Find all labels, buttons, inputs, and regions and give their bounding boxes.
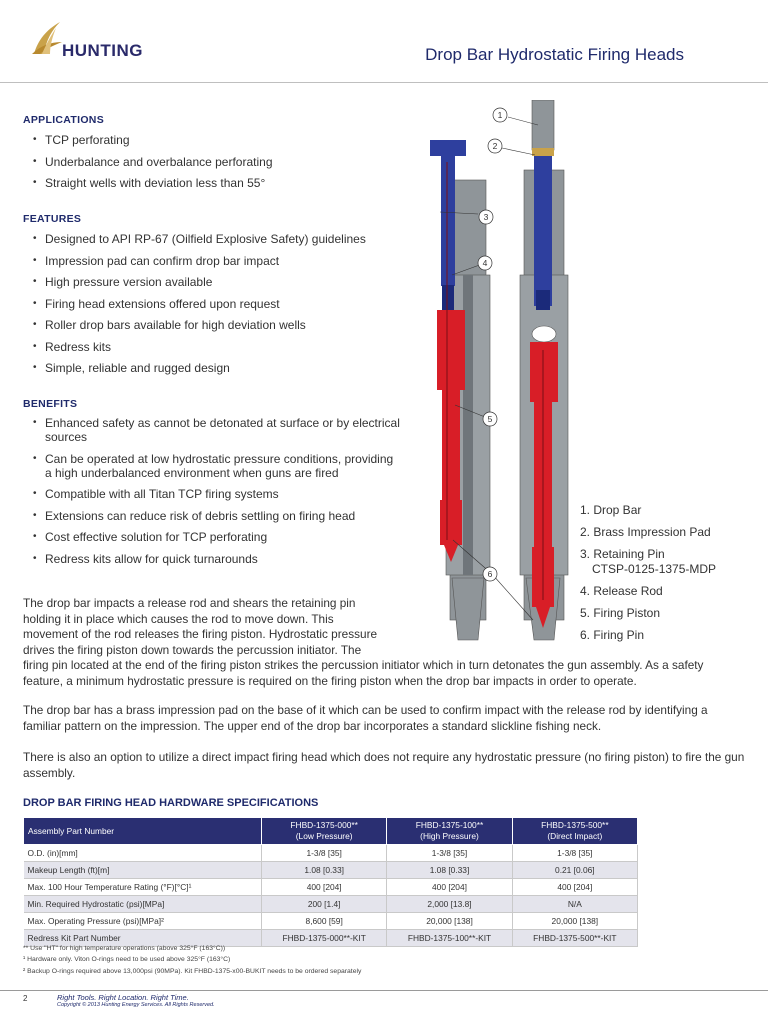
drop-bar-head <box>430 140 466 156</box>
table-cell: 1.08 [0.33] <box>262 862 387 879</box>
list-item: • Straight wells with deviation less than 55° <box>33 176 413 190</box>
table-cell: 2,000 [13.8] <box>387 896 512 913</box>
table-cell: 400 [204] <box>262 879 387 896</box>
list-item: • Redress kits allow for quick turnarounds <box>33 552 403 566</box>
spec-table-title: DROP BAR FIRING HEAD HARDWARE SPECIFICATIONS <box>23 797 319 809</box>
brass-impression-pad <box>532 148 554 156</box>
legend-item: 1. Drop Bar <box>580 503 642 517</box>
paragraph-line: holding it in place which causes the rod to move down. This <box>23 611 334 626</box>
callout-2: 2 <box>492 141 498 151</box>
table-cell: 1.08 [0.33] <box>387 862 512 879</box>
callout-3: 3 <box>483 212 489 222</box>
list-item: • High pressure version available <box>33 275 413 289</box>
table-cell: 8,600 [59] <box>262 913 387 930</box>
table-row <box>24 845 638 862</box>
legend-item: 3. Retaining Pin <box>580 547 665 561</box>
header-cell: FHBD-1375-000** (Low Pressure) <box>262 818 387 845</box>
table-row <box>24 913 638 930</box>
table-cell: FHBD-1375-100**-KIT <box>387 930 512 947</box>
table-cell: 1-3/8 [35] <box>387 845 512 862</box>
table-cell: 400 [204] <box>387 879 512 896</box>
table-cell: 20,000 [138] <box>387 913 512 930</box>
row-label: Makeup Length (ft)[m] <box>24 862 262 879</box>
footnote: ¹ Hardware only. Viton O-rings need to be used above 325°F (163°C) <box>23 956 231 964</box>
benefits-heading: BENEFITS <box>23 398 78 410</box>
callout-5: 5 <box>487 414 493 424</box>
table-row <box>24 862 638 879</box>
footnote: ² Backup O-rings required above 13,000psi (90MPa). Kit FHBD-1375-x00-BUKIT needs to be ordered separately <box>23 967 362 975</box>
row-label: Min. Required Hydrostatic (psi)[MPa] <box>24 896 262 913</box>
list-item: • Compatible with all Titan TCP firing systems <box>33 487 403 501</box>
paragraph-line: feature, a minimum hydrostatic pressure is required on the firing piston when the drop bar impacts in order to operate. <box>23 673 637 688</box>
paragraph-line: drives the firing piston down towards the percussion initiator. The <box>23 642 362 657</box>
callout-1: 1 <box>497 110 503 120</box>
header-cell: Assembly Part Number <box>24 818 262 845</box>
table-cell: 400 [204] <box>512 879 637 896</box>
row-label: Max. 100 Hour Temperature Rating (°F)[°C]¹ <box>24 879 262 896</box>
paragraph-line: The drop bar impacts a release rod and shears the retaining pin <box>23 596 356 610</box>
list-item: • Roller drop bars available for high deviation wells <box>33 318 413 332</box>
table-row <box>24 879 638 896</box>
footer-tagline: Right Tools. Right Location. Right Time. <box>57 993 189 1002</box>
legend-subitem: CTSP-0125-1375-MDP <box>592 562 717 576</box>
firing-head-cross-section <box>410 100 585 660</box>
row-label: Redress Kit Part Number <box>24 930 262 947</box>
features-list <box>33 232 413 383</box>
table-cell: 0.21 [0.06] <box>512 862 637 879</box>
legend-item: 2. Brass Impression Pad <box>580 525 711 539</box>
list-item: • Impression pad can confirm drop bar impact <box>33 254 413 268</box>
list-item: • Simple, reliable and rugged design <box>33 361 413 375</box>
spec-table <box>23 817 638 947</box>
list-item: • Enhanced safety as cannot be detonated at surface or by electrical sources <box>33 416 403 444</box>
list-item: • Firing head extensions offered upon request <box>33 297 413 311</box>
legend-item: 5. Firing Piston <box>580 606 661 620</box>
list-item: • Extensions can reduce risk of debris settling on firing head <box>33 509 403 523</box>
applications-list <box>33 133 413 198</box>
list-item: • Designed to API RP-67 (Oilfield Explosive Safety) guidelines <box>33 232 413 246</box>
table-cell: 20,000 [138] <box>512 913 637 930</box>
features-heading: FEATURES <box>23 213 82 225</box>
description-paragraph-2: The drop bar has a brass impression pad on the base of it which can be used to confirm impact with the release rod by identifying a familiar pattern on the impression. The upper end of the drop bar incorporates a standard slickline fishing neck. <box>23 703 708 733</box>
footer-copyright: Copyright © 2013 Hunting Energy Services. All Rights Reserved. <box>57 1002 215 1008</box>
applications-heading: APPLICATIONS <box>23 114 104 126</box>
table-cell: FHBD-1375-500**-KIT <box>512 930 637 947</box>
header-cell: FHBD-1375-500** (Direct Impact) <box>512 818 637 845</box>
row-label: Max. Operating Pressure (psi)[MPa]² <box>24 913 262 930</box>
row-label: O.D. (in)[mm] <box>24 845 262 862</box>
legend-item: 6. Firing Pin <box>580 628 645 642</box>
table-row <box>24 896 638 913</box>
firing-piston-upper <box>437 310 465 390</box>
spec-table-header <box>24 818 638 845</box>
header-cell: FHBD-1375-100** (High Pressure) <box>387 818 512 845</box>
paragraph-line: movement of the rod releases the firing piston. Hydrostatic pressure <box>23 627 378 642</box>
list-item: • Can be operated at low hydrostatic pressure conditions, providing a high underbalanced environment when guns are fired <box>33 452 403 480</box>
table-cell: 1-3/8 [35] <box>512 845 637 862</box>
diagram-legend <box>580 503 760 650</box>
logo-text: HUNTING <box>62 41 143 60</box>
legend-item: 4. Release Rod <box>580 584 663 598</box>
table-cell: 1-3/8 [35] <box>262 845 387 862</box>
list-item: • Redress kits <box>33 340 413 354</box>
footer-divider <box>0 990 768 991</box>
header-divider <box>0 82 768 83</box>
paragraph-line: firing pin located at the end of the firing piston strikes the percussion initiator which in turn detonates the gun assembly. As a safety <box>23 658 704 673</box>
list-item: • Underbalance and overbalance perforating <box>33 155 413 169</box>
firing-head-diagram <box>410 100 585 660</box>
high-pressure-tool <box>520 100 568 640</box>
list-item: • Cost effective solution for TCP perforating <box>33 530 403 544</box>
callout-6: 6 <box>487 569 493 579</box>
description-paragraph-3: There is also an option to utilize a direct impact firing head which does not require any hydrostatic pressure (no firing piston) to fire the gun assembly. <box>23 750 745 780</box>
spec-footnotes <box>23 943 361 977</box>
list-item: • TCP perforating <box>33 133 413 147</box>
benefits-list <box>33 416 403 573</box>
table-cell: 200 [1.4] <box>262 896 387 913</box>
table-cell: N/A <box>512 896 637 913</box>
release-rod <box>441 156 455 286</box>
page-number: 2 <box>23 994 28 1003</box>
footnote: ** Use "HT" for high temperature operations (above 325°F (163°C)) <box>23 945 226 952</box>
page-title: Drop Bar Hydrostatic Firing Heads <box>425 45 684 64</box>
table-cell: FHBD-1375-000**-KIT <box>262 930 387 947</box>
callout-4: 4 <box>482 258 488 268</box>
